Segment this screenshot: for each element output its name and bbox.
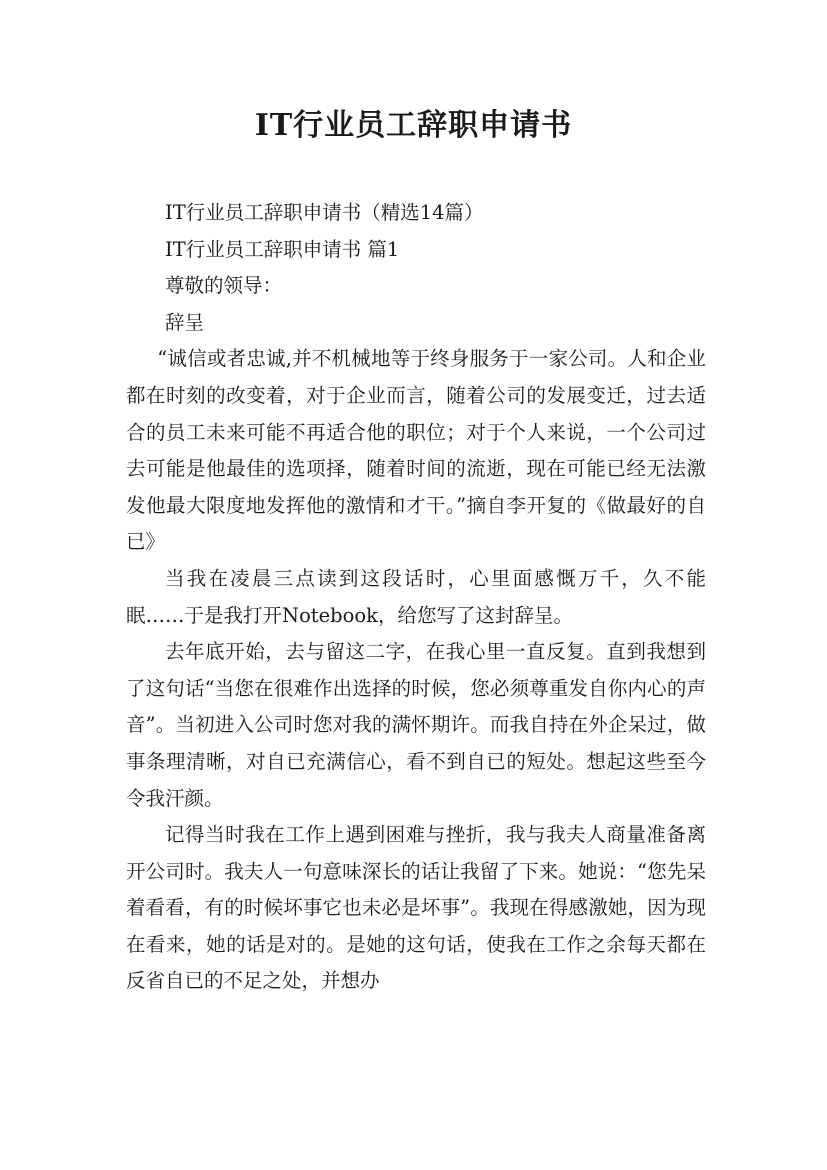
body-paragraph: 当我在凌晨三点读到这段话时，心里面感慨万千，久不能眠……于是我打开Notebook，给您写了这封辞呈。	[126, 566, 706, 627]
body-paragraph: 记得当时我在工作上遇到困难与挫折，我与我夫人商量准备离开公司时。我夫人一句意味深长的话让我留了下来。她说：“您先呆着看看，有的时候坏事它也未必是坏事”。我现在得感激她，因为现在看来，她的话是对的。是她的这句话，使我在工作之余每天都在反省自已的不足之处，并想办	[126, 823, 706, 993]
body-paragraph: 去年底开始，去与留这二字，在我心里一直反复。直到我想到了这句话“当您在很难作出选择的时候，您必须尊重发自你内心的声音”。当初进入公司时您对我的满怀期许。而我自持在外企呆过，做事条理清晰，对自已充满信心，看不到自已的短处。想起这些至今令我汗颜。	[126, 640, 706, 810]
document-title: IT行业员工辞职申请书	[254, 108, 573, 143]
salutation: 尊敬的领导：	[165, 274, 283, 298]
letter-label: 辞呈	[165, 310, 205, 334]
subtitle-line: IT行业员工辞职申请书（精选14篇）	[165, 201, 484, 224]
document-body	[126, 195, 706, 1000]
quote-paragraph: “诚信或者忠诚,并不机械地等于终身服务于一家公司。人和企业都在时刻的改变着，对于企业而言，随着公司的发展变迁，过去适合的员工未来可能不再适合他的职位；对于个人来说，一个公司过去可能是他最佳的选项择，随着时间的流逝，现在可能已经无法激发他最大限度地发挥他的激情和才干。”摘自李开复的《做最好的自已》	[126, 347, 706, 554]
section-heading: IT行业员工辞职申请书 篇1	[165, 237, 400, 261]
